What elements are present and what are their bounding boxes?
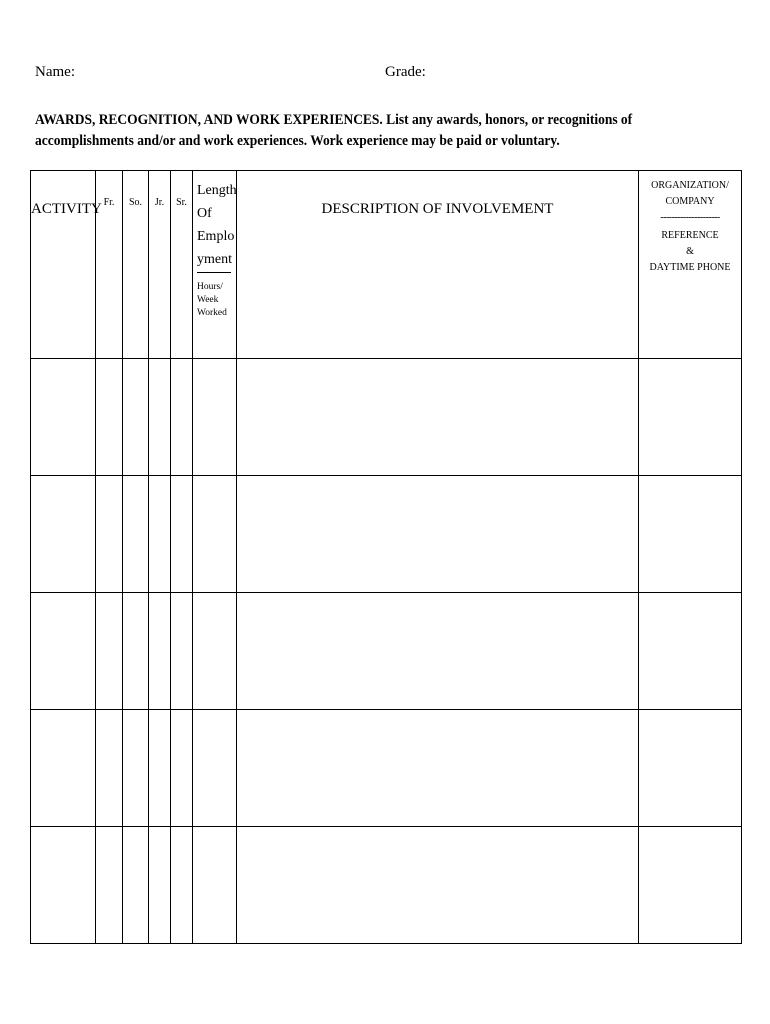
awards-table (30, 170, 742, 944)
senior-cell[interactable] (171, 476, 193, 593)
senior-cell[interactable] (171, 827, 193, 944)
senior-header: Sr. (171, 171, 193, 359)
length-cell[interactable] (193, 593, 237, 710)
junior-cell[interactable] (149, 710, 171, 827)
junior-header: Jr. (149, 171, 171, 359)
name-label: Name: (35, 64, 75, 80)
reference-line: REFERENCE (661, 230, 719, 241)
activity-cell[interactable] (31, 827, 96, 944)
length-cell[interactable] (193, 827, 237, 944)
sophomore-cell[interactable] (123, 593, 149, 710)
activity-cell[interactable] (31, 710, 96, 827)
junior-cell[interactable] (149, 359, 171, 476)
hours-line: Hours/ (197, 282, 223, 292)
length-of-employment-header (193, 171, 237, 359)
description-cell[interactable] (237, 359, 639, 476)
freshman-header: Fr. (96, 171, 123, 359)
organization-header (639, 171, 742, 359)
hours-per-week-label (197, 281, 232, 320)
description-header: DESCRIPTION OF INVOLVEMENT (237, 171, 639, 359)
description-cell[interactable] (237, 827, 639, 944)
activity-cell[interactable] (31, 476, 96, 593)
freshman-cell[interactable] (96, 593, 123, 710)
table-row (31, 359, 742, 476)
activity-cell[interactable] (31, 593, 96, 710)
senior-cell[interactable] (171, 359, 193, 476)
junior-cell[interactable] (149, 476, 171, 593)
freshman-cell[interactable] (96, 359, 123, 476)
instructions-text: AWARDS, RECOGNITION, AND WORK EXPERIENCES. List any awards, honors, or recognitions of accomplishments and/or and work experiences. Work experience may be paid or voluntary. (35, 112, 633, 149)
senior-cell[interactable] (171, 593, 193, 710)
junior-cell[interactable] (149, 593, 171, 710)
table-body (31, 359, 742, 944)
length-line: yment (197, 252, 232, 267)
header-divider: --------------------- (660, 212, 720, 223)
length-cell[interactable] (193, 476, 237, 593)
sophomore-cell[interactable] (123, 476, 149, 593)
freshman-cell[interactable] (96, 476, 123, 593)
length-line: Length (197, 183, 237, 198)
senior-cell[interactable] (171, 710, 193, 827)
sophomore-header: So. (123, 171, 149, 359)
freshman-cell[interactable] (96, 710, 123, 827)
description-cell[interactable] (237, 476, 639, 593)
description-cell[interactable] (237, 593, 639, 710)
organization-cell[interactable] (639, 359, 742, 476)
organization-line: ORGANIZATION/ (651, 180, 729, 191)
table-row (31, 593, 742, 710)
table-row (31, 476, 742, 593)
hours-line: Week (197, 295, 219, 305)
activity-header: ACTIVITY (31, 171, 96, 359)
length-line: Of (197, 206, 212, 221)
sophomore-cell[interactable] (123, 827, 149, 944)
organization-cell[interactable] (639, 476, 742, 593)
organization-cell[interactable] (639, 710, 742, 827)
organization-line: COMPANY (665, 196, 715, 207)
length-cell[interactable] (193, 359, 237, 476)
junior-cell[interactable] (149, 827, 171, 944)
length-line: Emplo (197, 229, 235, 244)
grade-label: Grade: (385, 64, 426, 80)
table-row (31, 827, 742, 944)
length-cell[interactable] (193, 710, 237, 827)
description-cell[interactable] (237, 710, 639, 827)
organization-cell[interactable] (639, 827, 742, 944)
hours-line: Worked (197, 308, 227, 318)
freshman-cell[interactable] (96, 827, 123, 944)
activity-cell[interactable] (31, 359, 96, 476)
table-header-row (31, 171, 742, 359)
table-row (31, 710, 742, 827)
sophomore-cell[interactable] (123, 359, 149, 476)
reference-line: DAYTIME PHONE (649, 262, 731, 273)
reference-line: & (686, 246, 694, 257)
organization-cell[interactable] (639, 593, 742, 710)
sophomore-cell[interactable] (123, 710, 149, 827)
length-of-employment-label (197, 179, 237, 273)
